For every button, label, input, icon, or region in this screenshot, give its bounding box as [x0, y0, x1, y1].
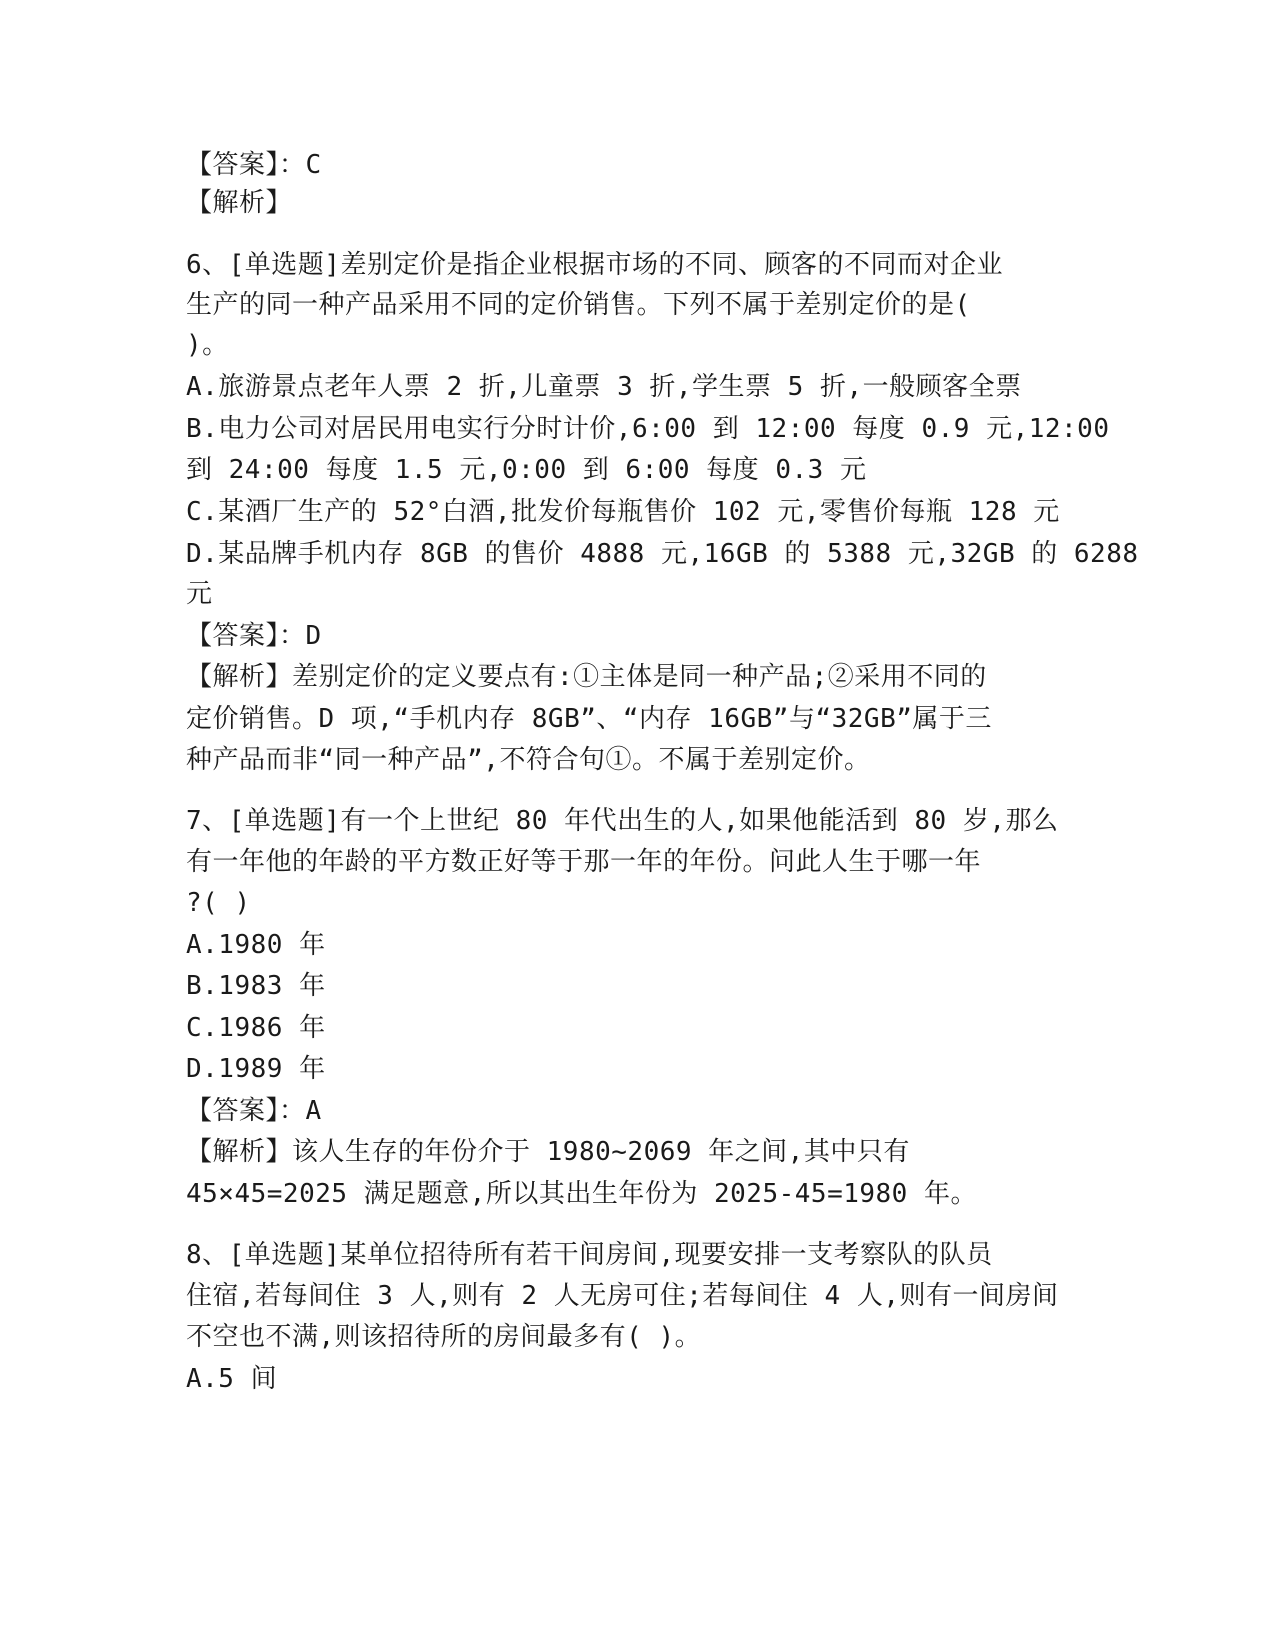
question-7-option-c: C.1986 年: [186, 1013, 326, 1043]
question-7-option-b: B.1983 年: [186, 971, 326, 1001]
question-6-option-c: C.某酒厂生产的 52°白酒,批发价每瓶售价 102 元,零售价每瓶 128 元: [186, 497, 1060, 527]
analysis-q7-line-1: 【解析】该人生存的年份介于 1980~2069 年之间,其中只有: [186, 1137, 910, 1167]
analysis-q6-line-2: 定价销售。D 项,“手机内存 8GB”、“内存 16GB”与“32GB”属于三: [186, 704, 992, 734]
question-6-text-line-1: 6、[单选题]差别定价是指企业根据市场的不同、顾客的不同而对企业: [186, 250, 1003, 280]
question-6-text-line-3: )。: [186, 330, 229, 360]
question-8-text-line-3: 不空也不满,则该招待所的房间最多有( )。: [186, 1322, 702, 1352]
question-8-text-line-2: 住宿,若每间住 3 人,则有 2 人无房可住;若每间住 4 人,则有一间房间: [186, 1281, 1059, 1311]
analysis-label-q5: 【解析】: [186, 188, 293, 218]
question-7-text-line-1: 7、[单选题]有一个上世纪 80 年代出生的人,如果他能活到 80 岁,那么: [186, 806, 1059, 836]
question-6-option-d-line-1: D.某品牌手机内存 8GB 的售价 4888 元,16GB 的 5388 元,32GB 的 6288: [186, 539, 1139, 569]
question-6-option-b-line-1: B.电力公司对居民用电实行分时计价,6:00 到 12:00 每度 0.9 元,12:00: [186, 414, 1110, 444]
question-8-text-line-1: 8、[单选题]某单位招待所有若干间房间,现要安排一支考察队的队员: [186, 1240, 993, 1270]
question-7-option-d: D.1989 年: [186, 1054, 326, 1084]
analysis-q6-line-3: 种产品而非“同一种产品”,不符合句①。不属于差别定价。: [186, 745, 871, 775]
question-6-option-b-line-2: 到 24:00 每度 1.5 元,0:00 到 6:00 每度 0.3 元: [186, 455, 867, 485]
question-7-text-line-3: ?( ): [186, 888, 251, 918]
question-8-option-a: A.5 间: [186, 1364, 278, 1394]
question-6-option-a: A.旅游景点老年人票 2 折,儿童票 3 折,学生票 5 折,一般顾客全票: [186, 372, 1022, 402]
document-page: [186, 0, 1139, 1650]
answer-label-q5: 【答案】：C: [186, 150, 322, 180]
question-6-option-d-line-2: 元: [186, 579, 213, 609]
answer-label-q7: 【答案】：A: [186, 1096, 322, 1126]
answer-label-q6: 【答案】：D: [186, 621, 322, 651]
question-6-text-line-2: 生产的同一种产品采用不同的定价销售。下列不属于差别定价的是(: [186, 290, 971, 320]
question-7-text-line-2: 有一年他的年龄的平方数正好等于那一年的年份。问此人生于哪一年: [186, 847, 982, 877]
analysis-q6-line-1: 【解析】差别定价的定义要点有:①主体是同一种产品;②采用不同的: [186, 662, 987, 692]
question-7-option-a: A.1980 年: [186, 930, 326, 960]
analysis-q7-line-2: 45×45=2025 满足题意,所以其出生年份为 2025-45=1980 年。: [186, 1179, 977, 1209]
